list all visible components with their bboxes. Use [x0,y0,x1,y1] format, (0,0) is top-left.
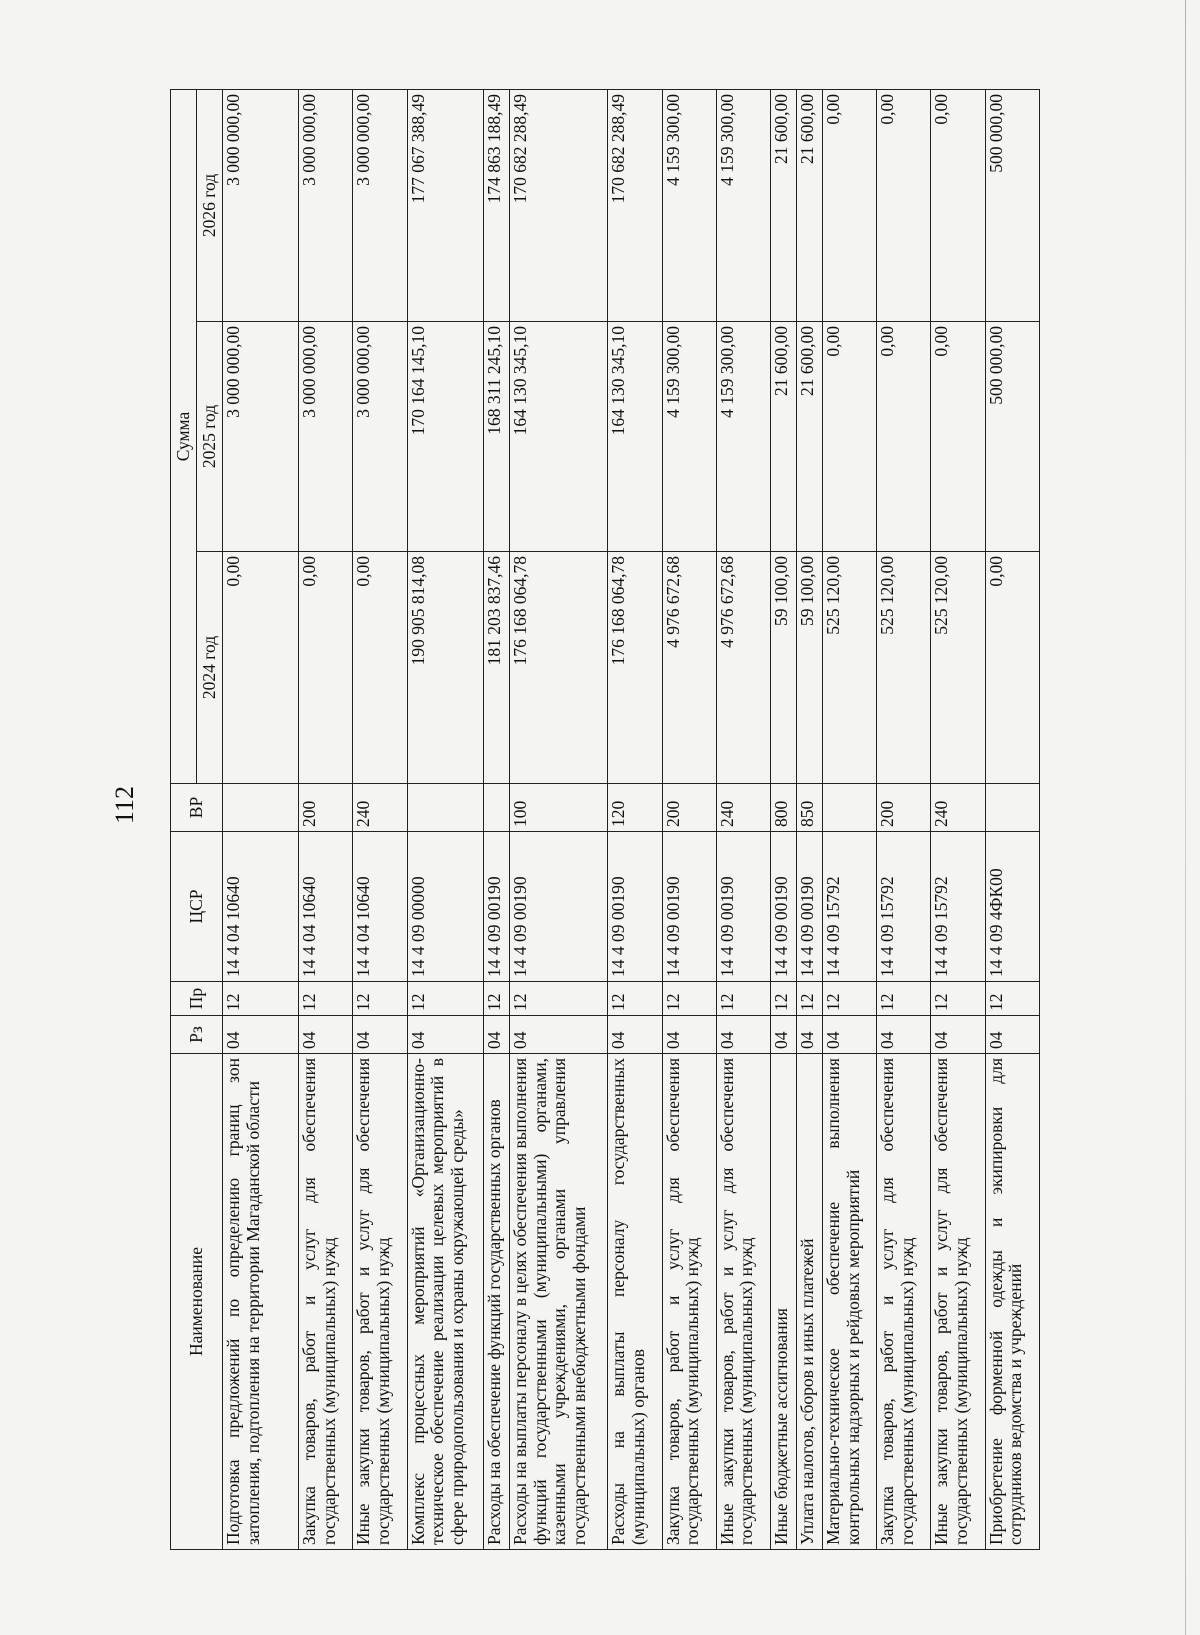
row-vr: 240 [353,784,407,832]
row-amount-2025: 4 159 300,00 [716,322,770,552]
row-name: Уплата налогов, сборов и иных платежей [797,1054,823,1550]
row-pr: 12 [877,982,931,1016]
row-amount-2025: 168 311 245,10 [483,322,509,552]
row-amount-2024: 176 168 064,78 [510,552,608,784]
row-rz: 04 [510,1016,608,1054]
row-name: Иные закупки товаров, работ и услуг для обеспечения государственных (муниципальных) нужд [931,1054,985,1550]
row-vr: 850 [797,784,823,832]
row-amount-2026: 21 600,00 [797,89,823,321]
row-vr: 120 [608,784,662,832]
header-2025: 2025 год [197,322,223,552]
row-csr: 14 4 09 00190 [608,832,662,982]
row-amount-2024: 4 976 672,68 [662,552,716,784]
row-pr: 12 [823,982,877,1016]
row-rz: 04 [985,1016,1039,1054]
row-amount-2024: 4 976 672,68 [716,552,770,784]
row-name: Расходы на обеспечение функций государственных органов [483,1054,509,1550]
row-pr: 12 [985,982,1039,1016]
row-vr [823,784,877,832]
row-rz: 04 [716,1016,770,1054]
table-row [510,89,608,1549]
row-name: Закупка товаров, работ и услуг для обеспечения государственных (муниципальных) нужд [299,1054,353,1550]
row-amount-2026: 170 682 288,49 [608,89,662,321]
row-vr: 240 [931,784,985,832]
row-name: Приобретение форменной одежды и экипировки для сотрудников ведомства и учреждений [985,1054,1039,1550]
row-pr: 12 [299,982,353,1016]
row-vr: 100 [510,784,608,832]
row-name: Закупка товаров, работ и услуг для обеспечения государственных (муниципальных) нужд [877,1054,931,1550]
row-amount-2025: 0,00 [931,322,985,552]
row-amount-2026: 4 159 300,00 [716,89,770,321]
header-name: Наименование [171,1054,223,1550]
rotated-table-container [170,90,1040,1550]
row-rz: 04 [797,1016,823,1054]
row-amount-2024: 525 120,00 [823,552,877,784]
row-amount-2025: 0,00 [823,322,877,552]
row-amount-2024: 59 100,00 [797,552,823,784]
row-pr: 12 [608,982,662,1016]
row-amount-2024: 0,00 [353,552,407,784]
row-amount-2026: 0,00 [877,89,931,321]
row-amount-2026: 500 000,00 [985,89,1039,321]
row-amount-2026: 0,00 [823,89,877,321]
row-name: Материально-техническое обеспечение выполнения контрольных надзорных и рейдовых мероприятий [823,1054,877,1550]
row-vr: 200 [662,784,716,832]
row-csr: 14 4 09 00190 [483,832,509,982]
row-name: Иные закупки товаров, работ и услуг для обеспечения государственных (муниципальных) нужд [716,1054,770,1550]
row-amount-2024: 0,00 [299,552,353,784]
row-amount-2024: 176 168 064,78 [608,552,662,784]
row-name: Комплекс процессных мероприятий «Организационно-техническое обеспечение реализации целевых мероприятий в сфере природопользования и охраны окружающей среды» [407,1054,483,1550]
row-amount-2025: 500 000,00 [985,322,1039,552]
budget-table [170,89,1040,1550]
row-pr: 12 [353,982,407,1016]
header-csr: ЦСР [171,832,223,982]
table-row [662,89,716,1549]
row-amount-2025: 0,00 [877,322,931,552]
row-pr: 12 [931,982,985,1016]
table-row [223,89,299,1549]
row-amount-2026: 3 000 000,00 [353,89,407,321]
table-row [797,89,823,1549]
row-amount-2026: 3 000 000,00 [223,89,299,321]
table-row [483,89,509,1549]
row-amount-2024: 181 203 837,46 [483,552,509,784]
row-csr: 14 4 09 00190 [662,832,716,982]
table-row [716,89,770,1549]
row-csr: 14 4 04 10640 [353,832,407,982]
row-rz: 04 [770,1016,796,1054]
row-amount-2024: 0,00 [985,552,1039,784]
header-vr: ВР [171,784,223,832]
table-row [985,89,1039,1549]
scan-edge [1185,0,1186,1635]
row-amount-2025: 3 000 000,00 [353,322,407,552]
row-csr: 14 4 09 00190 [770,832,796,982]
row-amount-2026: 177 067 388,49 [407,89,483,321]
row-amount-2025: 4 159 300,00 [662,322,716,552]
row-vr: 800 [770,784,796,832]
row-rz: 04 [407,1016,483,1054]
row-rz: 04 [662,1016,716,1054]
row-name: Иные бюджетные ассигнования [770,1054,796,1550]
row-vr [223,784,299,832]
row-rz: 04 [483,1016,509,1054]
row-name: Расходы на выплаты персоналу в целях обеспечения выполнения функций государственными (муниципальными) органами, казенными учреждениями, органами управления государственными внебюджетными фондами [510,1054,608,1550]
row-csr: 14 4 09 00000 [407,832,483,982]
row-csr: 14 4 09 4ФК00 [985,832,1039,982]
table-row [299,89,353,1549]
row-csr: 14 4 09 15792 [823,832,877,982]
row-pr: 12 [407,982,483,1016]
table-row [823,89,877,1549]
row-amount-2026: 4 159 300,00 [662,89,716,321]
row-vr [985,784,1039,832]
header-rz: Рз [171,1016,223,1054]
row-name: Подготовка предложений по определению границ зон затопления, подтопления на территории Магаданской области [223,1054,299,1550]
row-pr: 12 [797,982,823,1016]
row-rz: 04 [223,1016,299,1054]
table-row [877,89,931,1549]
table-row [770,89,796,1549]
row-csr: 14 4 09 00190 [797,832,823,982]
row-amount-2025: 164 130 345,10 [608,322,662,552]
row-csr: 14 4 04 10640 [223,832,299,982]
row-rz: 04 [877,1016,931,1054]
table-row [608,89,662,1549]
row-pr: 12 [483,982,509,1016]
row-pr: 12 [770,982,796,1016]
row-pr: 12 [716,982,770,1016]
row-amount-2024: 59 100,00 [770,552,796,784]
row-pr: 12 [510,982,608,1016]
row-vr: 200 [299,784,353,832]
row-amount-2024: 0,00 [223,552,299,784]
page-number: 112 [110,785,139,825]
row-rz: 04 [823,1016,877,1054]
row-rz: 04 [931,1016,985,1054]
table-row [407,89,483,1549]
row-amount-2025: 164 130 345,10 [510,322,608,552]
row-rz: 04 [353,1016,407,1054]
row-amount-2026: 174 863 188,49 [483,89,509,321]
row-csr: 14 4 09 15792 [931,832,985,982]
row-vr: 200 [877,784,931,832]
row-name: Расходы на выплаты персоналу государственных (муниципальных) органов [608,1054,662,1550]
row-amount-2024: 525 120,00 [931,552,985,784]
row-amount-2025: 21 600,00 [797,322,823,552]
row-name: Закупка товаров, работ и услуг для обеспечения государственных (муниципальных) нужд [662,1054,716,1550]
row-csr: 14 4 09 15792 [877,832,931,982]
row-amount-2026: 170 682 288,49 [510,89,608,321]
row-amount-2024: 525 120,00 [877,552,931,784]
row-amount-2026: 21 600,00 [770,89,796,321]
header-sum: Сумма [171,89,197,783]
row-amount-2025: 170 164 145,10 [407,322,483,552]
row-pr: 12 [662,982,716,1016]
row-name: Иные закупки товаров, работ и услуг для обеспечения государственных (муниципальных) нужд [353,1054,407,1550]
row-amount-2026: 3 000 000,00 [299,89,353,321]
row-amount-2025: 3 000 000,00 [299,322,353,552]
row-pr: 12 [223,982,299,1016]
row-vr: 240 [716,784,770,832]
row-vr [483,784,509,832]
table-row [931,89,985,1549]
row-amount-2025: 3 000 000,00 [223,322,299,552]
row-amount-2024: 190 905 814,08 [407,552,483,784]
table-row [353,89,407,1549]
row-csr: 14 4 04 10640 [299,832,353,982]
row-rz: 04 [608,1016,662,1054]
header-2024: 2024 год [197,552,223,784]
header-pr: Пр [171,982,223,1016]
header-2026: 2026 год [197,89,223,321]
row-vr [407,784,483,832]
row-rz: 04 [299,1016,353,1054]
row-amount-2025: 21 600,00 [770,322,796,552]
row-csr: 14 4 09 00190 [716,832,770,982]
row-csr: 14 4 09 00190 [510,832,608,982]
row-amount-2026: 0,00 [931,89,985,321]
